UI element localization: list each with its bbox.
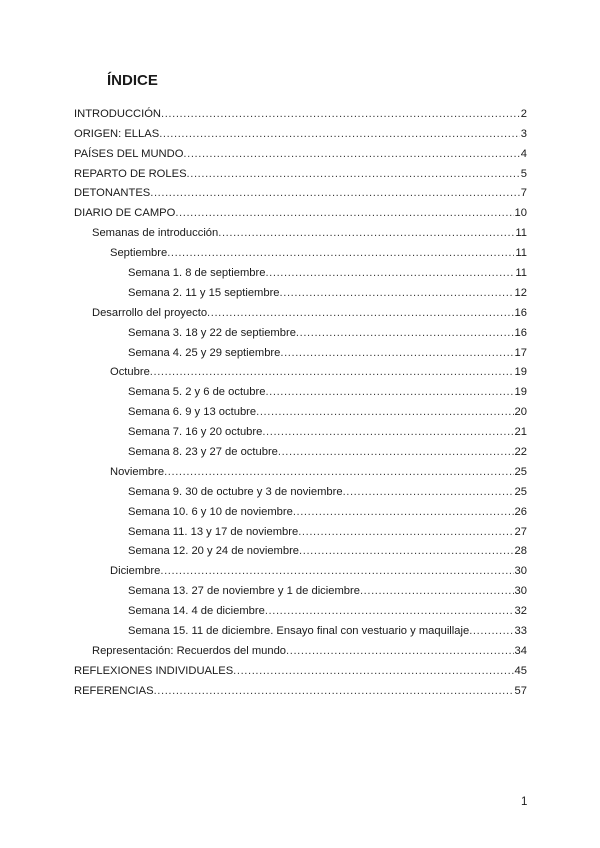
toc-leader <box>469 624 513 638</box>
toc-entry-page: 30 <box>514 585 527 598</box>
toc-leader <box>278 445 514 459</box>
toc-entry-title: Semana 5. 2 y 6 de octubre <box>128 386 266 399</box>
toc-entry-title: Semana 10. 6 y 10 de noviembre <box>128 505 293 518</box>
toc-leader <box>265 604 514 618</box>
toc-leader <box>280 346 513 360</box>
toc-leader <box>167 246 514 260</box>
toc-entry-title: Desarrollo del proyecto <box>92 306 208 319</box>
toc-entry-title: Noviembre <box>110 465 165 478</box>
toc-leader <box>298 525 513 539</box>
toc-entry-title: INTRODUCCIÓN <box>74 107 162 120</box>
toc-entry-page: 25 <box>514 465 527 478</box>
toc-entry-page: 26 <box>514 505 527 518</box>
toc-entry[interactable] <box>74 598 527 618</box>
toc-leader <box>299 544 514 558</box>
toc-entry-page: 19 <box>514 366 527 379</box>
toc-entry[interactable] <box>74 300 527 320</box>
toc-entry-page: 17 <box>514 346 527 359</box>
toc-entry-page: 12 <box>514 286 527 299</box>
toc-entry-page: 7 <box>520 187 527 200</box>
toc-entry-title: ORIGEN: ELLAS <box>74 127 160 140</box>
toc-entry-page: 28 <box>514 545 527 558</box>
toc-entry-title: Representación: Recuerdos del mundo <box>92 644 287 657</box>
toc-title: ÍNDICE <box>107 72 158 89</box>
toc-entry-title: DIARIO DE CAMPO <box>74 207 176 220</box>
toc-entry-page: 33 <box>514 625 527 638</box>
toc-entry-page: 4 <box>520 147 527 160</box>
toc-leader <box>218 226 514 240</box>
toc-entry-page: 57 <box>514 684 527 697</box>
toc-entry[interactable] <box>74 419 527 439</box>
toc-entry-title: Semana 9. 30 de octubre y 3 de noviembre <box>128 485 343 498</box>
toc-leader <box>187 167 520 181</box>
toc-entry-title: Semana 11. 13 y 17 de noviembre <box>128 525 299 538</box>
toc-entry-title: Semana 13. 27 de noviembre y 1 de diciembre <box>128 585 360 598</box>
toc-entry-page: 20 <box>514 406 527 419</box>
toc-entry-title: Semana 8. 23 y 27 de octubre <box>128 446 278 459</box>
toc-entry-page: 5 <box>520 167 527 180</box>
toc-entry-page: 25 <box>514 485 527 498</box>
toc-entry-title: Diciembre <box>110 565 161 578</box>
toc-entry-page: 10 <box>514 207 527 220</box>
toc-entry-page: 2 <box>520 107 527 120</box>
toc-entry-page: 11 <box>515 267 527 280</box>
toc-entry[interactable] <box>74 121 527 141</box>
toc-leader <box>161 107 520 121</box>
toc-entry-title: Semana 15. 11 de diciembre. Ensayo final con vestuario y maquillaje <box>128 625 470 638</box>
toc-entry[interactable] <box>74 539 527 559</box>
toc-entry-page: 3 <box>520 127 527 140</box>
toc-leader <box>233 664 513 678</box>
toc-entry-page: 27 <box>514 525 527 538</box>
toc-entry[interactable] <box>74 578 527 598</box>
toc-leader <box>296 326 514 340</box>
toc-leader <box>256 405 513 419</box>
toc-entry[interactable] <box>74 101 527 121</box>
toc-entry[interactable] <box>74 519 527 539</box>
toc-entry[interactable] <box>74 399 527 419</box>
toc-entry-title: Semana 14. 4 de diciembre <box>128 605 265 618</box>
toc-leader <box>265 385 513 399</box>
toc-entry[interactable] <box>74 558 527 578</box>
toc-leader <box>280 286 514 300</box>
toc-entry-page: 32 <box>514 605 527 618</box>
toc-entry-title: Semana 3. 18 y 22 de septiembre <box>128 326 296 339</box>
toc-entry[interactable] <box>74 499 527 519</box>
toc-leader <box>265 266 514 280</box>
toc-entry[interactable] <box>74 479 527 499</box>
toc-entry[interactable] <box>74 260 527 280</box>
toc-entry-page: 22 <box>514 446 527 459</box>
toc-entry[interactable] <box>74 220 527 240</box>
toc-entry-title: Septiembre <box>110 247 168 260</box>
toc-entry-page: 34 <box>514 644 527 657</box>
toc-entry-title: Semanas de introducción <box>92 227 219 240</box>
toc-leader <box>150 365 514 379</box>
toc-leader <box>286 644 514 658</box>
toc-entry-title: Semana 6. 9 y 13 octubre <box>128 406 257 419</box>
toc-entry[interactable] <box>74 618 527 638</box>
toc-leader <box>262 425 513 439</box>
toc-entry-title: Semana 1. 8 de septiembre <box>128 267 266 280</box>
toc-entry-title: Semana 2. 11 y 15 septiembre <box>128 286 280 299</box>
toc-entry[interactable] <box>74 638 527 658</box>
table-of-contents <box>74 101 527 698</box>
toc-entry-title: REFERENCIAS <box>74 684 154 697</box>
toc-entry[interactable] <box>74 379 527 399</box>
toc-entry-page: 30 <box>514 565 527 578</box>
toc-leader <box>343 485 514 499</box>
toc-entry-page: 21 <box>514 426 527 439</box>
toc-entry[interactable] <box>74 141 527 161</box>
page-number: 1 <box>521 796 528 808</box>
toc-entry[interactable] <box>74 360 527 380</box>
toc-leader <box>154 684 514 698</box>
toc-entry[interactable] <box>74 678 527 698</box>
toc-entry[interactable] <box>74 280 527 300</box>
toc-entry-title: Octubre <box>110 366 150 379</box>
toc-entry[interactable] <box>74 439 527 459</box>
toc-entry-page: 16 <box>514 306 527 319</box>
toc-leader <box>164 465 513 479</box>
toc-leader <box>360 584 514 598</box>
toc-entry-page: 19 <box>514 386 527 399</box>
toc-entry[interactable] <box>74 658 527 678</box>
toc-entry-title: PAÍSES DEL MUNDO <box>74 147 184 160</box>
toc-entry[interactable] <box>74 459 527 479</box>
toc-leader <box>183 147 519 161</box>
toc-entry[interactable] <box>74 161 527 181</box>
toc-entry-title: Semana 12. 20 y 24 de noviembre <box>128 545 300 558</box>
toc-leader <box>293 505 514 519</box>
toc-leader <box>207 306 514 320</box>
toc-entry-page: 11 <box>515 247 527 260</box>
toc-entry-title: Semana 7. 16 y 20 octubre <box>128 426 263 439</box>
toc-leader <box>159 127 520 141</box>
toc-entry[interactable] <box>74 240 527 260</box>
toc-entry[interactable] <box>74 340 527 360</box>
toc-entry-title: REFLEXIONES INDIVIDUALES <box>74 664 234 677</box>
toc-entry[interactable] <box>74 181 527 201</box>
toc-entry-title: DETONANTES <box>74 187 151 200</box>
toc-entry[interactable] <box>74 200 527 220</box>
toc-entry-page: 16 <box>514 326 527 339</box>
toc-entry-page: 11 <box>515 227 527 240</box>
toc-entry-page: 45 <box>514 664 527 677</box>
toc-leader <box>150 186 520 200</box>
toc-leader <box>175 206 513 220</box>
toc-entry-title: REPARTO DE ROLES <box>74 167 187 180</box>
toc-entry[interactable] <box>74 320 527 340</box>
toc-leader <box>160 564 513 578</box>
toc-entry-title: Semana 4. 25 y 29 septiembre <box>128 346 281 359</box>
